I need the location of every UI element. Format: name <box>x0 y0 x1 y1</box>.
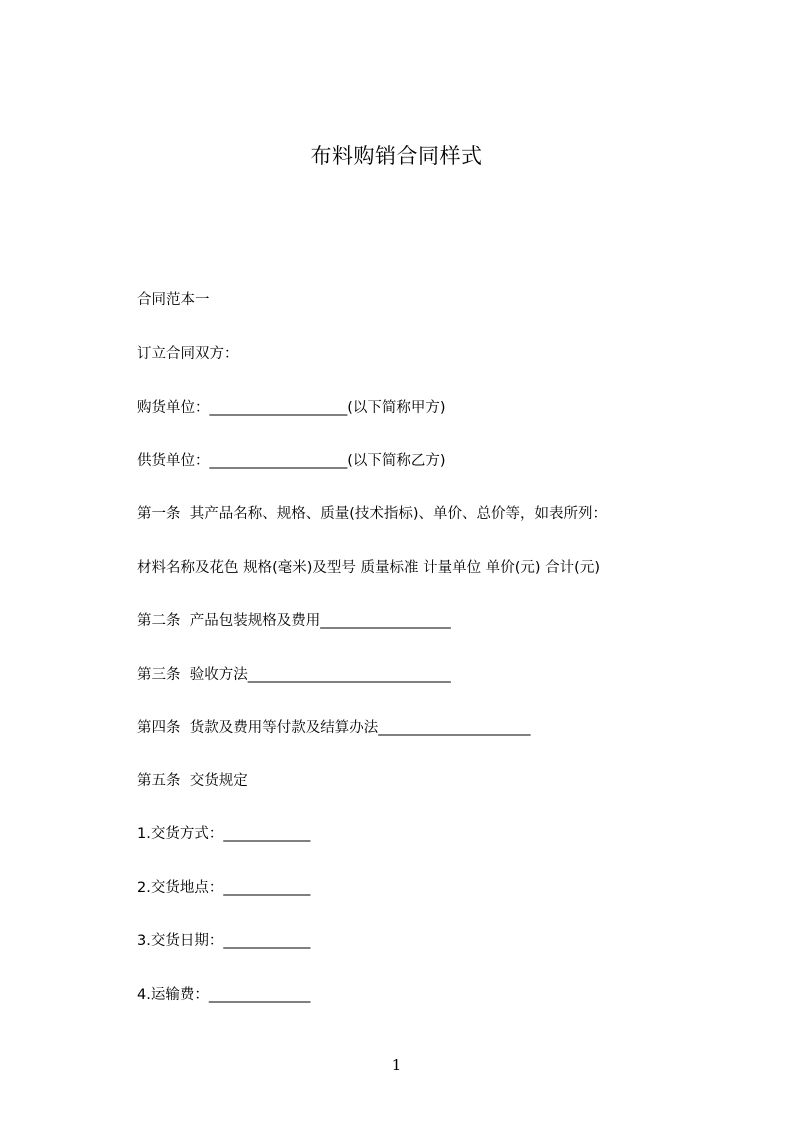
buyer-unit-line: 购货单位：___________________(以下简称甲方) <box>137 400 446 416</box>
freight-cost-line: 4.运输费：______________ <box>137 987 311 1003</box>
delivery-method-line: 1.交货方式：____________ <box>137 826 311 842</box>
article-one: 第一条 其产品名称、规格、质量(技术指标)、单价、总价等，如表所列： <box>137 506 608 522</box>
supplier-unit-line: 供货单位：___________________(以下简称乙方) <box>137 453 446 469</box>
article-three: 第三条 验收方法____________________________ <box>137 667 451 683</box>
contract-template-label: 合同范本一 <box>137 292 210 308</box>
page-number: 1 <box>391 1056 402 1074</box>
delivery-place-line: 2.交货地点：____________ <box>137 880 311 896</box>
delivery-date-line: 3.交货日期：____________ <box>137 933 311 949</box>
document-title: 布料购销合同样式 <box>310 144 483 168</box>
product-table-header: 材料名称及花色 规格(毫米)及型号 质量标准 计量单位 单价(元) 合计(元) <box>137 560 600 576</box>
contracting-parties-label: 订立合同双方： <box>137 346 239 362</box>
article-four: 第四条 货款及费用等付款及结算办法_____________________ <box>137 720 531 736</box>
article-two: 第二条 产品包装规格及费用__________________ <box>137 613 451 629</box>
article-five: 第五条 交货规定 <box>137 773 248 789</box>
